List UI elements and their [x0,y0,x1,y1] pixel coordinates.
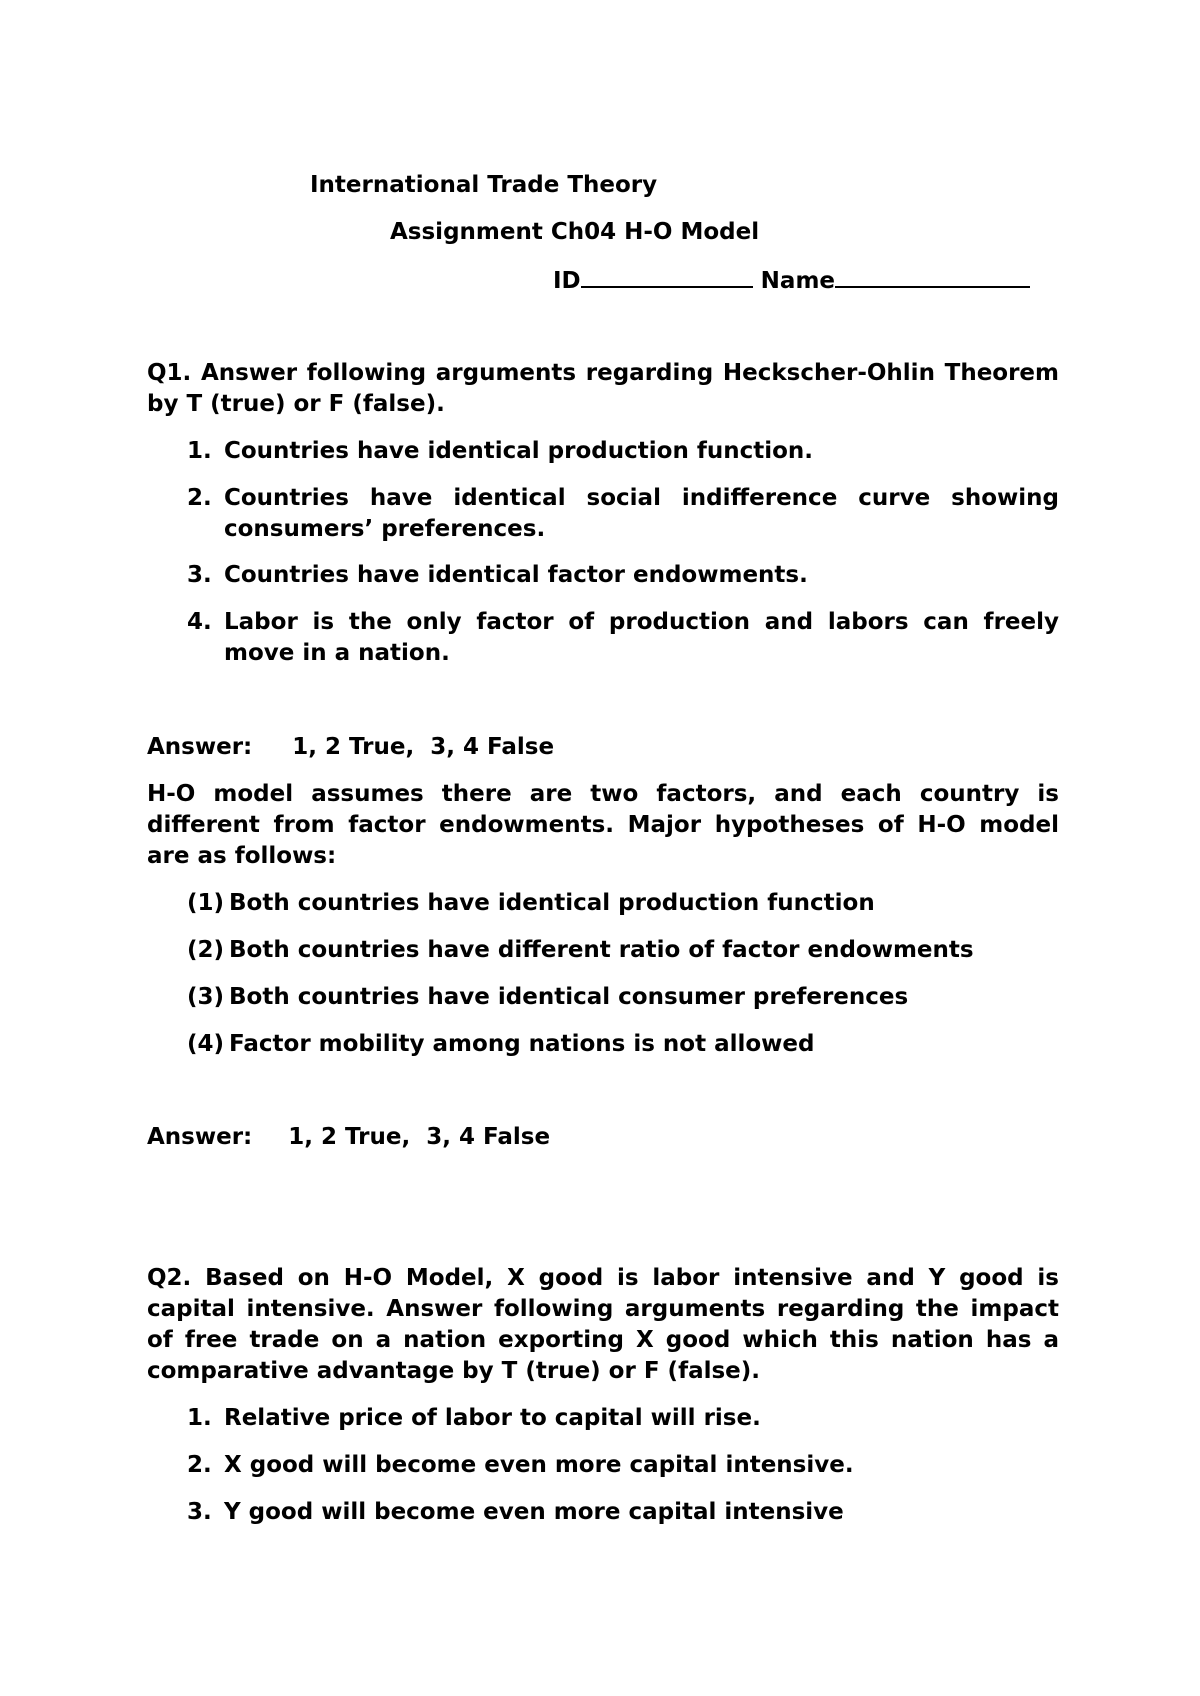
name-blank[interactable] [835,264,1030,288]
hypothesis-number: (2) [187,937,225,963]
item-text: Countries have identical factor endowments. [224,562,808,588]
q2-prompt: Q2. Based on H-O Model, X good is labor intensive and Y good is capital intensive. Answer following arguments regarding the impact of free trade on a nation exporting X good which this nation has a comparative advantage by T (true) or F (false). [147,1265,1059,1384]
id-name-line [553,264,1030,297]
answer-true: 1, 2 True, [288,1124,411,1150]
answer-false: 3, 4 False [426,1124,551,1150]
hypothesis-text: Both countries have identical production function [229,890,875,916]
q1-item [147,436,1059,467]
q1-explanation: H-O model assumes there are two factors, and each country is different from factor endowments. Major hypotheses of H-O model are as follows: [147,781,1059,869]
item-text: X good will become even more capital intensive. [224,1452,854,1478]
hypothesis-text: Factor mobility among nations is not allowed [229,1031,815,1057]
item-number: 2. [187,1452,212,1478]
item-number: 2. [187,485,212,511]
item-number: 3. [187,562,212,588]
hypothesis-item [187,982,908,1013]
id-blank[interactable] [581,264,753,288]
hypothesis-item [187,1029,814,1060]
item-number: 3. [187,1499,212,1525]
q1-item [147,560,1059,591]
item-text: Labor is the only factor of production and labors can freely move in a nation. [224,609,1059,666]
q2-item [147,1450,1059,1481]
q1-prompt: Q1. Answer following arguments regarding Heckscher-Ohlin Theorem by T (true) or F (false). [147,360,1059,417]
item-number: 1. [187,1405,212,1431]
name-label: Name [760,268,836,294]
item-number: 4. [187,609,212,635]
hypothesis-item [187,888,875,919]
course-title: International Trade Theory [310,172,658,198]
id-label: ID [553,268,581,294]
item-text: Relative price of labor to capital will rise. [224,1405,761,1431]
hypothesis-number: (4) [187,1031,225,1057]
item-text: Countries have identical production function. [224,438,814,464]
q1-item [147,607,1059,669]
answer-label: Answer: [147,734,253,760]
item-text: Y good will become even more capital intensive [224,1499,844,1525]
item-text: Countries have identical social indifference curve showing consumers’ preferences. [224,485,1059,542]
q1-item [147,483,1059,545]
q1-answer [147,732,554,763]
hypothesis-number: (1) [187,890,225,916]
hypothesis-text: Both countries have different ratio of factor endowments [229,937,974,963]
answer-true: 1, 2 True, [292,734,415,760]
hypothesis-number: (3) [187,984,225,1010]
item-number: 1. [187,438,212,464]
q2-item [147,1497,1059,1528]
answer-false: 3, 4 False [430,734,555,760]
hypothesis-item [187,935,974,966]
q2-item [147,1403,1059,1434]
answer-label: Answer: [147,1124,253,1150]
assignment-title: Assignment Ch04 H-O Model [390,219,760,245]
q1-answer-repeat [147,1122,550,1153]
hypothesis-text: Both countries have identical consumer preferences [229,984,909,1010]
